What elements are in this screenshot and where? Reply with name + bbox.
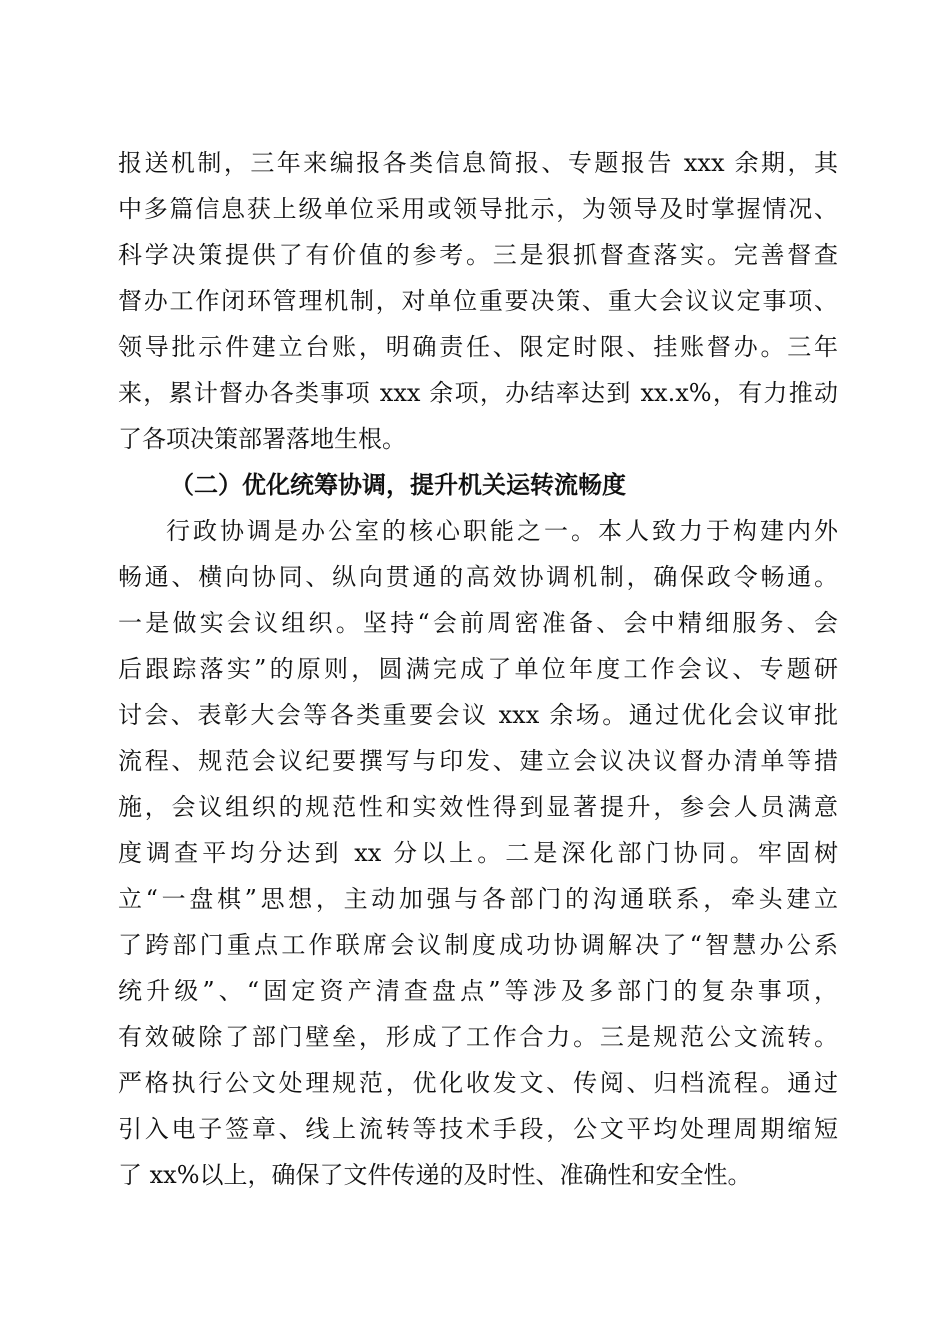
paragraph-2-line-11: 统升级”、“固定资产清查盘点”等涉及多部门的复杂事项， xyxy=(118,977,838,1005)
paragraph-2-line-2: 畅通、横向协同、纵向贯通的高效协调机制，确保政令畅通。 xyxy=(118,563,838,591)
paragraph-2-line-4: 后跟踪落实”的原则，圆满完成了单位年度工作会议、专题研 xyxy=(118,655,838,683)
paragraph-2-line-9: 立“一盘棋”思想，主动加强与各部门的沟通联系，牵头建立 xyxy=(118,885,838,913)
section-heading: （二）优化统筹协调，提升机关运转流畅度 xyxy=(170,471,626,499)
paragraph-2-line-6: 流程、规范会议纪要撰写与印发、建立会议决议督办清单等措 xyxy=(118,747,838,775)
paragraph-2-line-14: 引入电子签章、线上流转等技术手段，公文平均处理周期缩短 xyxy=(118,1115,838,1143)
paragraph-2-line-3: 一是做实会议组织。坚持“会前周密准备、会中精细服务、会 xyxy=(118,609,838,637)
paragraph-2-line-10: 了跨部门重点工作联席会议制度成功协调解决了“智慧办公系 xyxy=(118,931,838,959)
paragraph-2-line-15: 了 xx%以上，确保了文件传递的及时性、准确性和安全性。 xyxy=(118,1161,752,1189)
paragraph-2-line-1: 行政协调是办公室的核心职能之一。本人致力于构建内外 xyxy=(166,517,838,545)
paragraph-1-line-5: 领导批示件建立台账，明确责任、限定时限、挂账督办。三年 xyxy=(118,333,838,361)
paragraph-1-line-7: 了各项决策部署落地生根。 xyxy=(118,425,406,453)
paragraph-1-line-2: 中多篇信息获上级单位采用或领导批示，为领导及时掌握情况、 xyxy=(118,195,838,223)
paragraph-2-line-13: 严格执行公文处理规范，优化收发文、传阅、归档流程。通过 xyxy=(118,1069,838,1097)
paragraph-2-line-5: 讨会、表彰大会等各类重要会议 xxx 余场。通过优化会议审批 xyxy=(118,701,838,729)
paragraph-1-line-4: 督办工作闭环管理机制，对单位重要决策、重大会议议定事项、 xyxy=(118,287,838,315)
paragraph-1-line-6: 来，累计督办各类事项 xxx 余项，办结率达到 xx.x%，有力推动 xyxy=(118,379,838,407)
paragraph-1-line-3: 科学决策提供了有价值的参考。三是狠抓督查落实。完善督查 xyxy=(118,241,838,269)
paragraph-1-line-1: 报送机制，三年来编报各类信息简报、专题报告 xxx 余期，其 xyxy=(118,149,838,177)
paragraph-2-line-8: 度调查平均分达到 xx 分以上。二是深化部门协同。牢固树 xyxy=(118,839,838,867)
paragraph-2-line-12: 有效破除了部门壁垒，形成了工作合力。三是规范公文流转。 xyxy=(118,1023,838,1051)
paragraph-2-line-7: 施，会议组织的规范性和实效性得到显著提升，参会人员满意 xyxy=(118,793,838,821)
